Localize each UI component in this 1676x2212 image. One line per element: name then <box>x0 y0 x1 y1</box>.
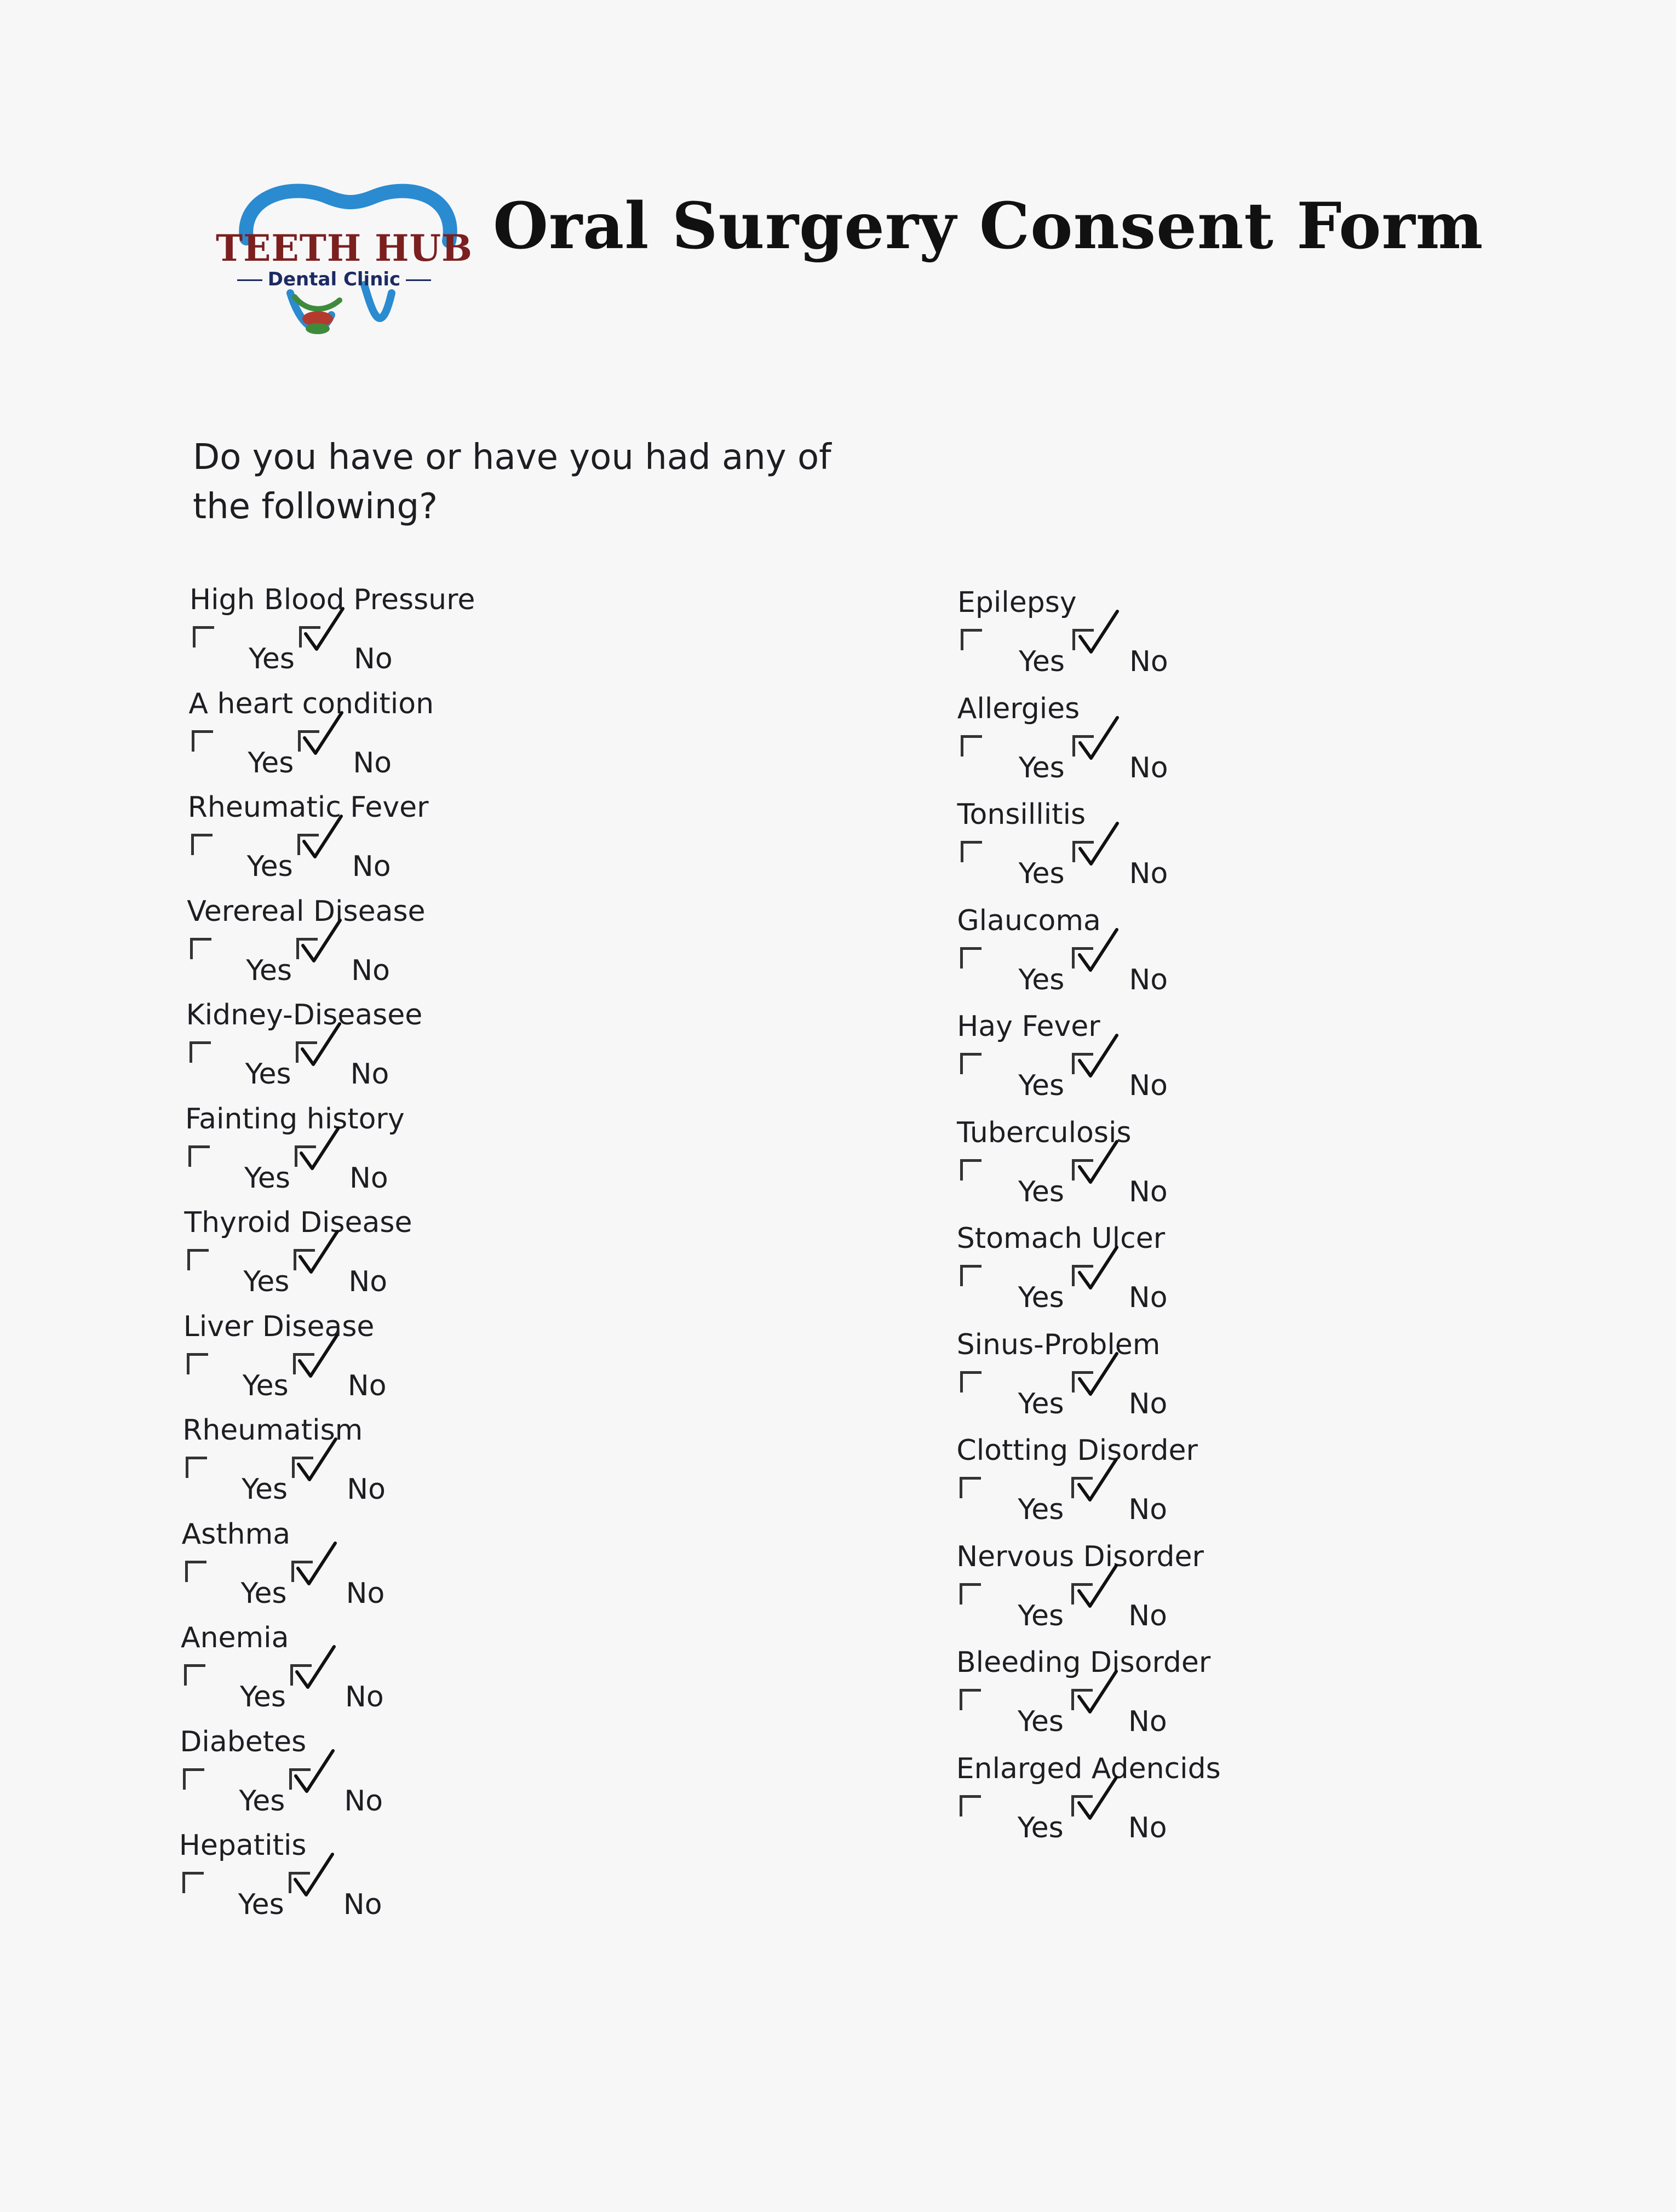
yes-checkbox[interactable] <box>960 1477 981 1498</box>
yes-checkbox[interactable] <box>187 1353 208 1374</box>
yes-option-label: Yes <box>246 850 293 883</box>
yes-checkbox[interactable] <box>186 1457 207 1478</box>
condition-label: Sinus-Problem <box>956 1328 1161 1361</box>
yes-checkbox[interactable] <box>187 1249 209 1270</box>
checkmark-icon <box>293 1436 342 1485</box>
no-option-label: No <box>347 1473 386 1506</box>
checkmark-icon <box>1074 1138 1123 1188</box>
yes-option-label: Yes <box>249 643 295 675</box>
question-item <box>188 687 681 792</box>
no-option-label: No <box>351 954 390 987</box>
question-item <box>183 1310 676 1414</box>
yes-checkbox[interactable] <box>190 938 211 959</box>
yes-option-label: Yes <box>248 746 294 780</box>
yes-option-label: Yes <box>239 1784 285 1818</box>
condition-label: Rheumatic Fever <box>187 791 429 824</box>
condition-label: Diabetes <box>180 1725 307 1758</box>
yes-checkbox[interactable] <box>191 834 213 855</box>
no-option-label: No <box>349 1161 388 1195</box>
yes-checkbox[interactable] <box>184 1664 205 1686</box>
checkmark-icon <box>1074 1774 1123 1824</box>
yes-option-label: Yes <box>1018 1493 1064 1526</box>
checkmark-icon <box>1074 1350 1123 1400</box>
no-option-label: No <box>1129 857 1168 890</box>
yes-option-label: Yes <box>242 1473 288 1506</box>
checkmark-icon <box>1074 1456 1123 1505</box>
yes-checkbox[interactable] <box>960 1371 982 1392</box>
checkmark-icon <box>292 1540 342 1589</box>
yes-checkbox[interactable] <box>961 629 982 650</box>
condition-label: Rheumatism <box>182 1414 363 1447</box>
yes-option-label: Yes <box>1018 751 1065 784</box>
question-item <box>957 1116 1450 1220</box>
yes-option-label: Yes <box>243 1265 290 1298</box>
question-item <box>185 1103 678 1207</box>
condition-label: High Blood Pressure <box>190 583 475 616</box>
question-item <box>186 999 679 1103</box>
condition-label: Stomach Ulcer <box>956 1222 1166 1255</box>
yes-option-label: Yes <box>1018 1069 1065 1102</box>
yes-checkbox[interactable] <box>961 841 982 862</box>
no-option-label: No <box>354 643 393 675</box>
yes-option-label: Yes <box>1017 1811 1064 1844</box>
checkmark-icon <box>1075 714 1124 764</box>
yes-option-label: Yes <box>238 1888 284 1921</box>
question-item <box>187 895 680 999</box>
checkmark-icon <box>1074 1032 1123 1081</box>
no-option-label: No <box>348 1265 388 1298</box>
question-item <box>956 1646 1449 1750</box>
yes-option-label: Yes <box>1018 1175 1064 1208</box>
yes-checkbox[interactable] <box>960 947 982 969</box>
checkmark-icon <box>297 917 347 966</box>
question-item <box>180 1726 673 1830</box>
yes-checkbox[interactable] <box>960 1689 981 1710</box>
yes-option-label: Yes <box>242 1369 289 1402</box>
condition-label: Thyroid Disease <box>184 1206 412 1239</box>
condition-label: Glaucoma <box>957 904 1101 937</box>
no-option-label: No <box>1129 1175 1168 1208</box>
no-option-label: No <box>1129 751 1168 784</box>
yes-checkbox[interactable] <box>193 626 214 647</box>
condition-label: Enlarged Adencids <box>956 1752 1221 1785</box>
yes-checkbox[interactable] <box>183 1768 204 1790</box>
yes-checkbox[interactable] <box>190 1041 211 1063</box>
yes-checkbox[interactable] <box>960 1053 982 1074</box>
checkmark-icon <box>294 1332 343 1382</box>
no-option-label: No <box>1128 1599 1167 1632</box>
condition-label: Allergies <box>957 692 1080 725</box>
yes-option-label: Yes <box>245 1058 291 1091</box>
condition-label: Liver Disease <box>183 1310 375 1343</box>
condition-label: Kidney-Diseasee <box>186 999 423 1031</box>
yes-option-label: Yes <box>1019 645 1065 678</box>
yes-checkbox[interactable] <box>960 1795 981 1816</box>
checkmark-icon <box>290 1851 339 1900</box>
condition-label: Tuberculosis <box>957 1116 1132 1149</box>
condition-label: Anemia <box>181 1621 289 1654</box>
checkmark-icon <box>299 813 348 862</box>
yes-checkbox[interactable] <box>185 1561 206 1582</box>
condition-label: Nervous Disorder <box>956 1540 1204 1573</box>
yes-option-label: Yes <box>1018 1281 1064 1314</box>
question-item <box>956 1540 1449 1644</box>
checkmark-icon <box>1074 1562 1123 1612</box>
no-option-label: No <box>1128 1705 1167 1738</box>
checkmark-icon <box>295 1228 344 1277</box>
checkmark-icon <box>290 1747 340 1797</box>
condition-label: Fainting history <box>185 1102 405 1136</box>
condition-label: Hay Fever <box>957 1010 1100 1043</box>
yes-option-label: Yes <box>240 1577 287 1610</box>
no-option-label: No <box>343 1888 382 1921</box>
no-option-label: No <box>353 746 392 780</box>
yes-option-label: Yes <box>244 1161 290 1195</box>
condition-label: A heart condition <box>188 687 434 720</box>
clinic-logo <box>208 175 473 351</box>
condition-label: Bleeding Disorder <box>956 1646 1211 1679</box>
question-item <box>182 1518 675 1622</box>
question-item <box>957 586 1450 690</box>
no-option-label: No <box>350 1058 389 1091</box>
yes-option-label: Yes <box>1018 1387 1064 1420</box>
question-item <box>956 1434 1449 1538</box>
yes-checkbox[interactable] <box>188 1145 210 1167</box>
question-item <box>182 1414 675 1518</box>
question-item <box>188 791 681 895</box>
question-item <box>184 1206 677 1310</box>
checkmark-icon <box>1075 608 1124 657</box>
question-item <box>957 1010 1450 1114</box>
condition-label: Hepatitis <box>179 1829 307 1862</box>
question-item <box>957 798 1450 902</box>
question-item <box>956 1752 1449 1856</box>
no-option-label: No <box>344 1784 383 1818</box>
checkmark-icon <box>291 1643 341 1693</box>
condition-label: Clotting Disorder <box>956 1434 1198 1467</box>
question-item <box>957 1222 1450 1326</box>
question-line-2: the following? <box>193 486 438 527</box>
checkmark-icon <box>297 1021 346 1070</box>
yes-checkbox[interactable] <box>960 1265 982 1286</box>
question-item <box>181 1621 674 1726</box>
question-item <box>190 583 682 687</box>
logo-clinic-name: TEETH HUB <box>216 227 473 270</box>
yes-checkbox[interactable] <box>182 1872 204 1893</box>
checkmark-icon <box>300 605 349 655</box>
checkmark-icon <box>1074 926 1123 976</box>
condition-label: Epilepsy <box>957 586 1077 619</box>
yes-option-label: Yes <box>1018 963 1065 996</box>
yes-option-label: Yes <box>240 1681 286 1714</box>
question-item <box>957 1328 1450 1432</box>
no-option-label: No <box>352 850 391 883</box>
yes-option-label: Yes <box>246 954 292 987</box>
yes-option-label: Yes <box>1018 1705 1064 1738</box>
yes-checkbox[interactable] <box>961 735 982 757</box>
yes-option-label: Yes <box>1018 857 1065 890</box>
no-option-label: No <box>1128 1387 1168 1420</box>
checkmark-icon <box>1074 1668 1123 1717</box>
yes-checkbox[interactable] <box>192 730 213 752</box>
page-title: Oral Surgery Consent Form <box>493 189 1484 263</box>
question-item <box>957 904 1450 1008</box>
question-line-1: Do you have or have you had any of <box>193 437 831 478</box>
condition-label: Tonsillitis <box>957 798 1086 831</box>
no-option-label: No <box>1128 1281 1168 1314</box>
question-item <box>179 1829 672 1933</box>
condition-label: Asthma <box>181 1517 291 1551</box>
yes-checkbox[interactable] <box>960 1583 981 1604</box>
logo-clinic-subtitle: Dental Clinic <box>208 268 460 290</box>
checkmark-icon <box>299 709 348 759</box>
no-option-label: No <box>1129 1069 1168 1102</box>
condition-label: Verereal Disease <box>187 895 426 928</box>
checkmark-icon <box>1075 820 1124 869</box>
question-prompt <box>193 433 850 531</box>
yes-option-label: Yes <box>1018 1599 1064 1632</box>
no-option-label: No <box>347 1369 387 1402</box>
checkmark-icon <box>1074 1244 1123 1293</box>
question-item <box>957 692 1450 796</box>
no-option-label: No <box>345 1681 384 1714</box>
no-option-label: No <box>1128 1493 1168 1526</box>
checkmark-icon <box>296 1125 345 1174</box>
no-option-label: No <box>1129 645 1168 678</box>
no-option-label: No <box>1128 1811 1167 1844</box>
no-option-label: No <box>1129 963 1168 996</box>
yes-checkbox[interactable] <box>960 1159 982 1181</box>
no-option-label: No <box>346 1577 385 1610</box>
